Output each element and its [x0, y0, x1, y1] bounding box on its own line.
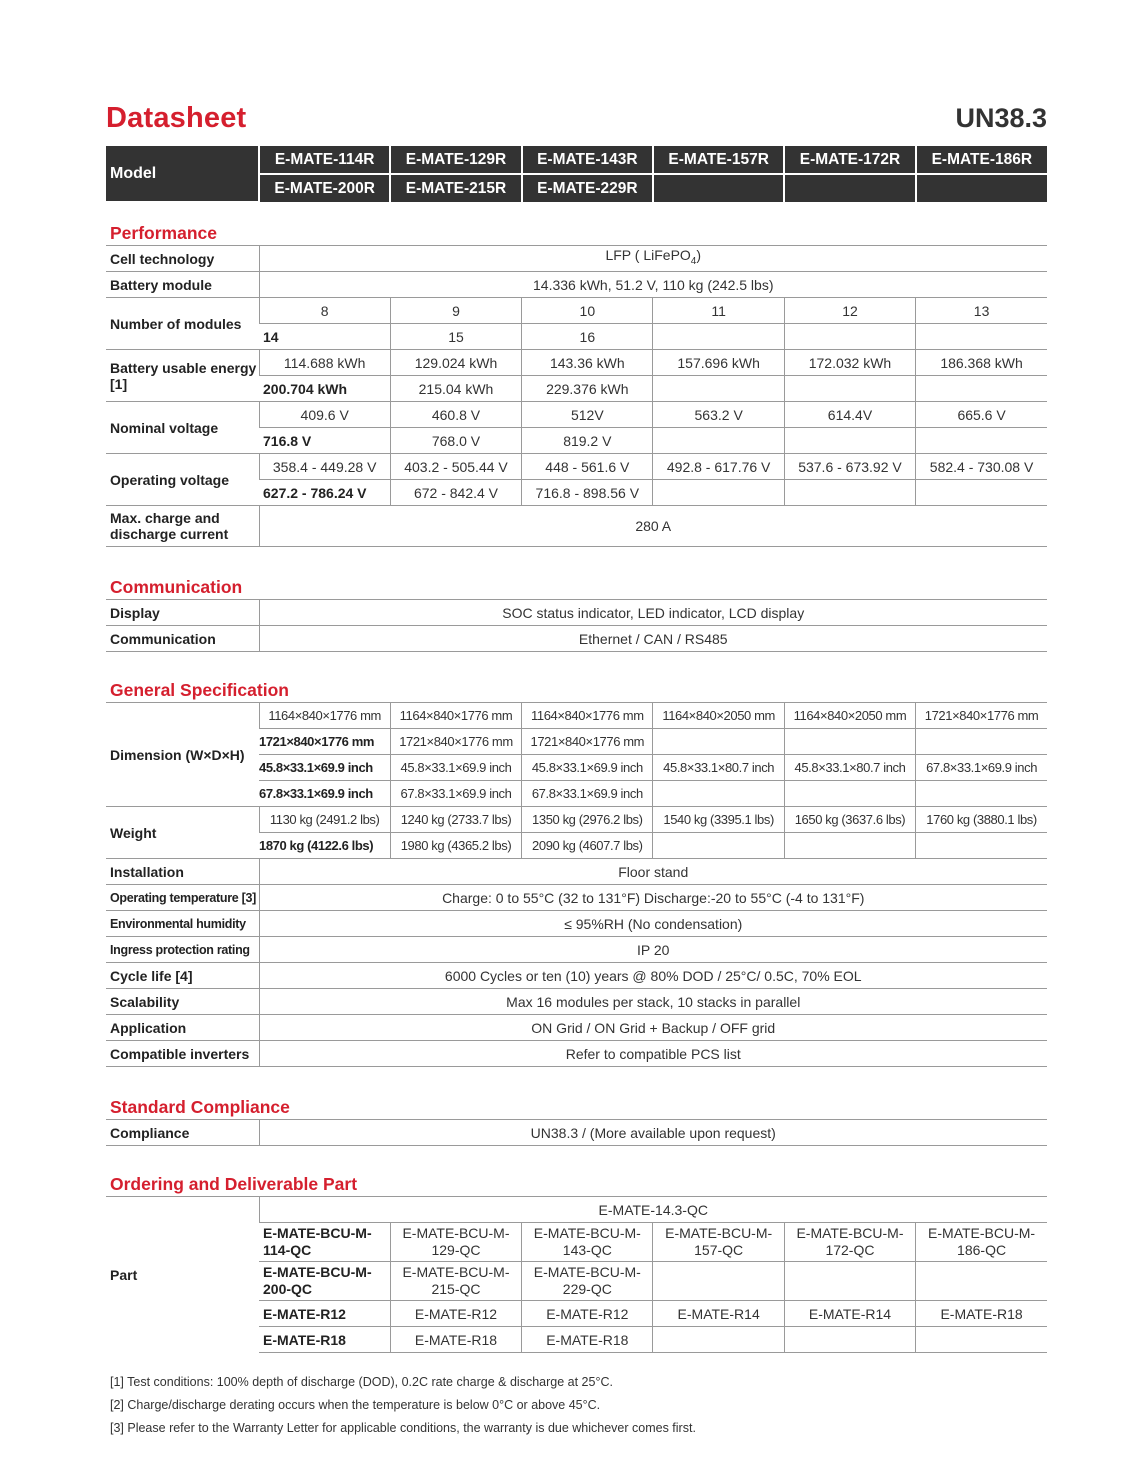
value-cell: 172.032 kWh [784, 350, 915, 376]
display-value: SOC status indicator, LED indicator, LCD display [259, 600, 1047, 626]
value-cell: 229.376 kWh [522, 376, 653, 402]
value-cell: 1540 kg (3395.1 lbs) [653, 807, 784, 833]
row-label: Battery usable energy [1] [106, 350, 259, 402]
value-cell: 14 [259, 324, 390, 350]
value-cell: E-MATE-R14 [784, 1301, 915, 1327]
value-cell: E-MATE-BCU-M-229-QC [522, 1262, 653, 1301]
value-cell: 614.4V [784, 402, 915, 428]
row-label: Application [106, 1015, 259, 1041]
row-label: Communication [106, 626, 259, 652]
value-cell [916, 1327, 1047, 1353]
value-cell: E-MATE-BCU-M-114-QC [259, 1223, 390, 1262]
value-cell: E-MATE-R18 [916, 1301, 1047, 1327]
row-label: Installation [106, 859, 259, 885]
value-cell: 1130 kg (2491.2 lbs) [259, 807, 390, 833]
value-cell: 819.2 V [522, 428, 653, 454]
value-cell: 492.8 - 617.76 V [653, 454, 784, 480]
value-cell: 143.36 kWh [522, 350, 653, 376]
value-cell: E-MATE-BCU-M-172-QC [784, 1223, 915, 1262]
value-cell: E-MATE-R12 [522, 1301, 653, 1327]
value-cell: 13 [916, 298, 1047, 324]
communication-table [106, 599, 1047, 652]
footnote: [2] Charge/discharge derating occurs when the temperature is below 0°C or above 45°C. [110, 1398, 601, 1412]
value-cell [653, 376, 784, 402]
value-cell: 1350 kg (2976.2 lbs) [522, 807, 653, 833]
value-cell: 672 - 842.4 V [390, 480, 521, 506]
row-label: Display [106, 600, 259, 626]
value-cell: 512V [522, 402, 653, 428]
value-cell: 403.2 - 505.44 V [390, 454, 521, 480]
footnote: [1] Test conditions: 100% depth of discharge (DOD), 0.2C rate charge & discharge at 25°C. [110, 1375, 613, 1389]
value-cell: E-MATE-BCU-M-215-QC [390, 1262, 521, 1301]
row-label: Ingress protection rating [106, 937, 259, 963]
value-cell: 1721×840×1776 mm [522, 729, 653, 755]
row-label: Environmental humidity [106, 911, 259, 937]
value-cell: 358.4 - 449.28 V [259, 454, 390, 480]
value-cell: 45.8×33.1×69.9 inch [259, 755, 390, 781]
value-cell: 665.6 V [916, 402, 1047, 428]
model-cell: E-MATE-200R [259, 174, 390, 202]
value-cell [653, 1262, 784, 1301]
value-cell: 1760 kg (3880.1 lbs) [916, 807, 1047, 833]
value-cell: 537.6 - 673.92 V [784, 454, 915, 480]
value-cell [653, 324, 784, 350]
model-table [106, 146, 1047, 203]
model-cell: E-MATE-129R [390, 146, 521, 174]
value-cell [916, 781, 1047, 807]
ordering-section [106, 1172, 1047, 1353]
row-label: Nominal voltage [106, 402, 259, 454]
communication-section [106, 575, 1047, 652]
row-label: Operating voltage [106, 454, 259, 506]
value-cell [784, 833, 915, 859]
value-cell: 1164×840×1776 mm [522, 703, 653, 729]
value-cell: 716.8 V [259, 428, 390, 454]
section-title: Ordering and Deliverable Part [110, 1174, 358, 1194]
model-cell: E-MATE-143R [522, 146, 653, 174]
section-title: Performance [110, 223, 217, 243]
value-cell [784, 1262, 915, 1301]
value-cell [916, 428, 1047, 454]
value-cell: 1164×840×2050 mm [653, 703, 784, 729]
battery-module-value: 14.336 kWh, 51.2 V, 110 kg (242.5 lbs) [259, 272, 1047, 298]
value-cell [916, 480, 1047, 506]
value-cell: 1240 kg (2733.7 lbs) [390, 807, 521, 833]
value-cell [784, 324, 915, 350]
value-cell: E-MATE-R18 [259, 1327, 390, 1353]
model-cell [916, 174, 1047, 202]
compliance-table [106, 1119, 1047, 1146]
model-cell: E-MATE-229R [522, 174, 653, 202]
compliance-section [106, 1095, 1047, 1146]
model-cell: E-MATE-215R [390, 174, 521, 202]
page-title: Datasheet [106, 102, 247, 134]
value-cell: 1870 kg (4122.6 lbs) [259, 833, 390, 859]
row-label: Battery module [106, 272, 259, 298]
value-cell [784, 1327, 915, 1353]
row-label: Weight [106, 807, 259, 859]
communication-value: Ethernet / CAN / RS485 [259, 626, 1047, 652]
value-cell [784, 376, 915, 402]
operating-temperature-value: Charge: 0 to 55°C (32 to 131°F) Discharge:-20 to 55°C (-4 to 131°F) [259, 885, 1047, 911]
section-title: Communication [110, 577, 243, 597]
value-cell [784, 729, 915, 755]
value-cell [653, 480, 784, 506]
compliance-value: UN38.3 / (More available upon request) [259, 1120, 1047, 1146]
value-cell: E-MATE-R18 [522, 1327, 653, 1353]
section-title: Standard Compliance [110, 1097, 290, 1117]
general-section [106, 678, 1047, 1067]
footnote: [3] Please refer to the Warranty Letter for applicable conditions, the warranty is due whichever comes first. [110, 1421, 696, 1435]
value-cell: 67.8×33.1×69.9 inch [259, 781, 390, 807]
value-cell [916, 1262, 1047, 1301]
row-label: Dimension (W×D×H) [106, 703, 259, 807]
model-cell [784, 174, 915, 202]
general-table [106, 702, 1047, 1067]
datasheet-page [106, 100, 1047, 1440]
model-cell: E-MATE-114R [259, 146, 390, 174]
model-cell [653, 174, 784, 202]
value-cell: E-MATE-R18 [390, 1327, 521, 1353]
value-cell: 45.8×33.1×80.7 inch [653, 755, 784, 781]
value-cell [653, 1327, 784, 1353]
value-cell: E-MATE-BCU-M-157-QC [653, 1223, 784, 1262]
header [106, 100, 1047, 140]
row-label: Cycle life [4] [106, 963, 259, 989]
value-cell: 2090 kg (4607.7 lbs) [522, 833, 653, 859]
model-cell: E-MATE-186R [916, 146, 1047, 174]
model-label: Model [106, 146, 259, 202]
current-value: 280 A [259, 506, 1047, 547]
value-cell: 1164×840×1776 mm [259, 703, 390, 729]
performance-section [106, 221, 1047, 547]
value-cell: 45.8×33.1×80.7 inch [784, 755, 915, 781]
performance-table [106, 245, 1047, 547]
value-cell: 11 [653, 298, 784, 324]
value-cell: 1164×840×2050 mm [784, 703, 915, 729]
value-cell: 129.024 kWh [390, 350, 521, 376]
value-cell: E-MATE-BCU-M-186-QC [916, 1223, 1047, 1262]
value-cell [784, 781, 915, 807]
value-cell: 1980 kg (4365.2 lbs) [390, 833, 521, 859]
footnotes [106, 1371, 1047, 1440]
value-cell [653, 729, 784, 755]
value-cell: 460.8 V [390, 402, 521, 428]
value-cell: E-MATE-BCU-M-143-QC [522, 1223, 653, 1262]
value-cell: E-MATE-R14 [653, 1301, 784, 1327]
value-cell: 16 [522, 324, 653, 350]
value-cell: 448 - 561.6 V [522, 454, 653, 480]
ip-rating-value: IP 20 [259, 937, 1047, 963]
value-cell: 1721×840×1776 mm [259, 729, 390, 755]
value-cell: E-MATE-BCU-M-129-QC [390, 1223, 521, 1262]
row-label: Compliance [106, 1120, 259, 1146]
row-label: Max. charge and discharge current [106, 506, 259, 547]
value-cell: 200.704 kWh [259, 376, 390, 402]
value-cell: 186.368 kWh [916, 350, 1047, 376]
humidity-value: ≤ 95%RH (No condensation) [259, 911, 1047, 937]
row-label: Cell technology [106, 246, 259, 272]
value-cell: E-MATE-14.3-QC [259, 1197, 1047, 1223]
row-label: Scalability [106, 989, 259, 1015]
value-cell: 1721×840×1776 mm [916, 703, 1047, 729]
value-cell: 157.696 kWh [653, 350, 784, 376]
cell-technology-value: LFP ( LiFePO$_4$) [259, 246, 1047, 272]
value-cell [916, 729, 1047, 755]
value-cell: 8 [259, 298, 390, 324]
row-label: Operating temperature [3] [106, 885, 259, 911]
value-cell [916, 324, 1047, 350]
value-cell: 45.8×33.1×69.9 inch [522, 755, 653, 781]
compatible-inverters-value: Refer to compatible PCS list [259, 1041, 1047, 1067]
value-cell: 215.04 kWh [390, 376, 521, 402]
application-value: ON Grid / ON Grid + Backup / OFF grid [259, 1015, 1047, 1041]
value-cell: 582.4 - 730.08 V [916, 454, 1047, 480]
model-cell: E-MATE-172R [784, 146, 915, 174]
row-label: Part [106, 1197, 259, 1353]
value-cell [916, 833, 1047, 859]
value-cell: 409.6 V [259, 402, 390, 428]
value-cell [653, 781, 784, 807]
value-cell: 114.688 kWh [259, 350, 390, 376]
value-cell: 12 [784, 298, 915, 324]
value-cell: 10 [522, 298, 653, 324]
value-cell: E-MATE-R12 [390, 1301, 521, 1327]
value-cell: 67.8×33.1×69.9 inch [916, 755, 1047, 781]
value-cell: 1650 kg (3637.6 lbs) [784, 807, 915, 833]
installation-value: Floor stand [259, 859, 1047, 885]
value-cell: 67.8×33.1×69.9 inch [390, 781, 521, 807]
value-cell: 15 [390, 324, 521, 350]
value-cell: 67.8×33.1×69.9 inch [522, 781, 653, 807]
value-cell: 563.2 V [653, 402, 784, 428]
certification-badge: UN38.3 [955, 103, 1047, 133]
value-cell [653, 833, 784, 859]
value-cell: 9 [390, 298, 521, 324]
value-cell: 1164×840×1776 mm [390, 703, 521, 729]
value-cell [784, 428, 915, 454]
value-cell [653, 428, 784, 454]
model-cell: E-MATE-157R [653, 146, 784, 174]
value-cell: 716.8 - 898.56 V [522, 480, 653, 506]
value-cell: 1721×840×1776 mm [390, 729, 521, 755]
row-label: Compatible inverters [106, 1041, 259, 1067]
value-cell: 45.8×33.1×69.9 inch [390, 755, 521, 781]
value-cell: 768.0 V [390, 428, 521, 454]
ordering-table [106, 1196, 1047, 1353]
value-cell [784, 480, 915, 506]
section-title: General Specification [110, 680, 289, 700]
value-cell [916, 376, 1047, 402]
scalability-value: Max 16 modules per stack, 10 stacks in parallel [259, 989, 1047, 1015]
row-label: Number of modules [106, 298, 259, 350]
value-cell: E-MATE-R12 [259, 1301, 390, 1327]
value-cell: E-MATE-BCU-M-200-QC [259, 1262, 390, 1301]
cycle-life-value: 6000 Cycles or ten (10) years @ 80% DOD / 25°C/ 0.5C, 70% EOL [259, 963, 1047, 989]
value-cell: 627.2 - 786.24 V [259, 480, 390, 506]
